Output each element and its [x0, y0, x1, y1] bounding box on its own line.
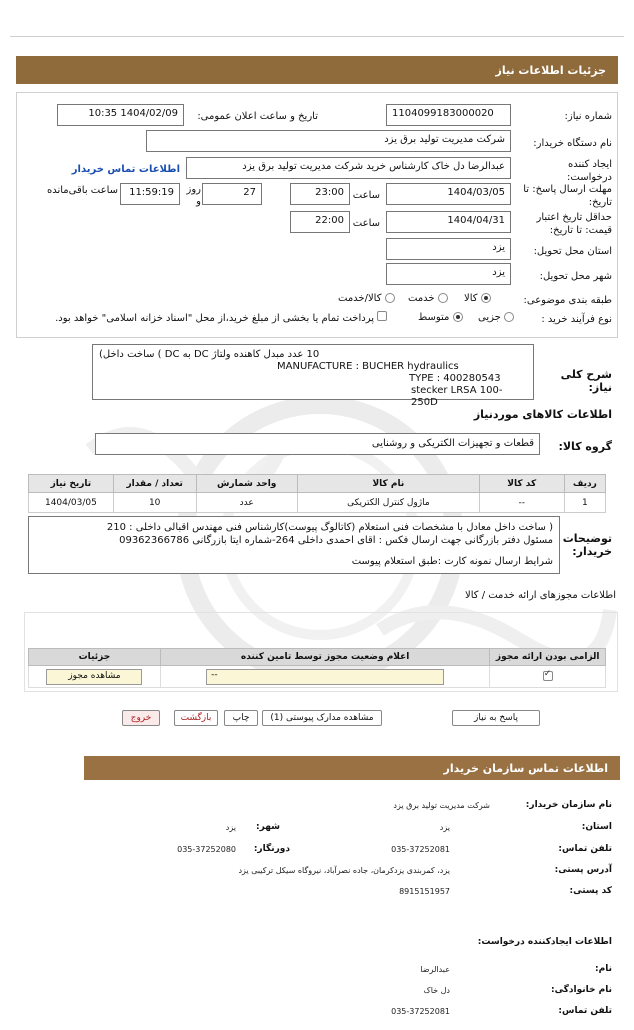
col-row: ردیف — [564, 475, 605, 493]
summary-box — [92, 344, 534, 408]
contact-postal-value: 8915151957 — [399, 887, 450, 896]
buyer-org-field: شرکت مدیریت تولید برق یزد — [146, 130, 511, 152]
cell-details — [29, 666, 161, 688]
cell-qty: 10 — [113, 493, 196, 513]
creator-name-value: عبدالرضا — [420, 965, 450, 974]
creator-family-label: نام خانوادگی: — [550, 985, 612, 995]
remaining-time-field: 11:59:19 — [120, 183, 180, 205]
contact-address-value: یزد، کمربندی یزدکرمان، جاده نصرآباد، نیروگاه سیکل ترکیبی یزد — [238, 866, 450, 875]
city-field: یزد — [386, 263, 511, 285]
creator-phone-label: تلفن تماس: — [558, 1006, 612, 1016]
summary-line-1: 10 عدد مبدل کاهنده ولتاژ DC به DC ) ساخت داخل) — [99, 349, 320, 360]
validity-date-field: 1404/04/31 — [386, 211, 511, 233]
category-option-goods[interactable]: کالا — [464, 293, 491, 304]
creator-info-title: اطلاعات ایجادکننده درخواست: — [477, 937, 612, 947]
process-label: نوع فرآیند خرید : — [541, 314, 612, 325]
process-option-medium[interactable]: متوسط — [418, 312, 463, 323]
radio-icon[interactable] — [504, 312, 514, 322]
days-label: روز و — [186, 184, 201, 207]
table-row — [29, 666, 606, 688]
announce-label: تاریخ و ساعت اعلان عمومی: — [197, 111, 318, 122]
deadline-date-field: 1404/03/05 — [386, 183, 511, 205]
buyer-notes-label: توضیحات خریدار: — [562, 532, 612, 558]
summary-line-3: TYPE : 400280543 — [409, 373, 501, 384]
reply-button[interactable]: پاسخ به نیاز — [452, 710, 540, 726]
top-divider — [10, 36, 624, 37]
category-label: طبقه بندی موضوعی: — [523, 295, 612, 306]
col-date: تاریخ نیاز — [29, 475, 114, 493]
contact-org-label: نام سازمان خریدار: — [525, 800, 612, 810]
contact-postal-label: کد پستی: — [569, 886, 612, 896]
creator-phone-value: 035-37252081 — [391, 1007, 450, 1016]
contact-address-label: آدرس پستی: — [554, 865, 612, 875]
attachments-button[interactable]: مشاهده مدارک پیوستی (1) — [262, 710, 382, 726]
cell-date: 1404/03/05 — [29, 493, 114, 513]
buyer-notes-box — [28, 516, 560, 574]
contact-phone-value: 035-37252081 — [391, 845, 450, 854]
cell-name: ماژول کنترل الکتریکی — [297, 493, 479, 513]
treasury-note: پرداخت تمام یا بخشی از مبلغ خرید،از محل "اسناد خزانه اسلامی" خواهد بود. — [55, 313, 374, 324]
contact-province-value: یزد — [439, 823, 450, 832]
province-field: یزد — [386, 238, 511, 260]
print-button[interactable]: چاپ — [224, 710, 258, 726]
buyer-notes-line-3: شرایط ارسال نمونه کارت :طبق استعلام پیوست — [351, 556, 553, 567]
buyer-org-label: نام دستگاه خریدار: — [533, 138, 612, 149]
contact-section-title: اطلاعات تماس سازمان خریدار — [84, 756, 620, 780]
need-number-field: 1104099183000020 — [386, 104, 511, 126]
goods-group-label: گروه کالا: — [558, 440, 612, 453]
checkbox-icon[interactable] — [377, 311, 387, 321]
licenses-table-header — [29, 649, 606, 666]
table-row — [29, 493, 606, 513]
creator-name-label: نام: — [595, 964, 612, 974]
licenses-table — [28, 648, 606, 688]
cell-code: -- — [479, 493, 564, 513]
radio-icon[interactable] — [385, 293, 395, 303]
need-number-label: شماره نیاز: — [564, 111, 612, 122]
buyer-notes-line-2: مسئول دفتر بازرگانی جهت ارسال فکس : اقای احمدی داخلی 264-شماره ایتا بازرگانی 09362366786 — [119, 535, 553, 546]
city-label: شهر محل تحویل: — [539, 271, 612, 282]
deadline-label: مهلت ارسال پاسخ: تا تاریخ: — [523, 184, 612, 208]
creator-field: عبدالرضا دل خاک کارشناس خرید شرکت مدیریت تولید برق یزد — [186, 157, 511, 179]
summary-line-2: MANUFACTURE : BUCHER hydraulics — [277, 361, 459, 372]
remaining-label: ساعت باقی‌مانده — [46, 185, 118, 196]
deadline-time-label: ساعت — [352, 190, 380, 201]
col-status: اعلام وضعیت مجوز توسط تامین کننده — [160, 649, 490, 666]
back-button[interactable]: بازگشت — [174, 710, 218, 726]
creator-family-value: دل خاک — [423, 986, 450, 995]
buyer-notes-line-1: ( ساخت داخل معادل با مشخصات فنی استعلام (کاتالوگ پیوست)کارشناس فنی مهندس اقبالی داخلی : 210 — [106, 522, 553, 533]
license-status-field[interactable]: -- — [206, 669, 444, 685]
category-option-both[interactable]: کالا/خدمت — [338, 293, 395, 304]
col-code: کد کالا — [479, 475, 564, 493]
goods-table — [28, 474, 606, 513]
goods-section-title: اطلاعات کالاهای موردنیاز — [473, 408, 612, 421]
col-details: جزئیات — [29, 649, 161, 666]
cell-unit: عدد — [196, 493, 297, 513]
validity-time-label: ساعت — [352, 218, 380, 229]
contact-org-value: شرکت مدیریت تولید برق یزد — [393, 801, 490, 810]
cell-required — [490, 666, 606, 688]
validity-time-field: 22:00 — [290, 211, 350, 233]
col-name: نام کالا — [297, 475, 479, 493]
buyer-contact-link[interactable]: اطلاعات تماس خریدار — [71, 164, 180, 175]
cell-status — [160, 666, 490, 688]
summary-line-4: stecker LRSA 100-250D — [411, 385, 503, 408]
contact-phone-label: تلفن تماس: — [558, 844, 612, 854]
category-option-service[interactable]: خدمت — [408, 293, 448, 304]
licenses-title: اطلاعات مجوزهای ارائه خدمت / کالا — [465, 590, 616, 601]
goods-group-field: قطعات و تجهیزات الکتریکی و روشنایی — [95, 433, 540, 455]
exit-button[interactable]: خروج — [122, 710, 160, 726]
deadline-time-field: 23:00 — [290, 183, 350, 205]
col-qty: تعداد / مقدار — [113, 475, 196, 493]
contact-fax-label: دورنگار: — [253, 844, 290, 854]
checkbox-icon — [543, 671, 553, 681]
view-license-button[interactable]: مشاهده مجوز — [46, 669, 142, 685]
treasury-checkbox[interactable] — [377, 311, 387, 322]
contact-city-label: شهر: — [256, 822, 280, 832]
province-label: استان محل تحویل: — [533, 246, 612, 257]
announce-field: 1404/02/09 10:35 — [57, 104, 184, 126]
validity-label: حداقل تاریخ اعتبار قیمت: تا تاریخ: — [536, 212, 612, 236]
creator-label: ایجاد کننده درخواست: — [567, 159, 612, 183]
col-required: الزامی بودن ارائه مجوز — [490, 649, 606, 666]
col-unit: واحد شمارش — [196, 475, 297, 493]
goods-table-header — [29, 475, 606, 493]
process-option-minor[interactable]: جزیی — [478, 312, 514, 323]
days-remaining-field: 27 — [202, 183, 262, 205]
radio-icon[interactable] — [438, 293, 448, 303]
page-title: جزئیات اطلاعات نیاز — [16, 56, 618, 84]
radio-icon[interactable] — [453, 312, 463, 322]
contact-city-value: یزد — [225, 823, 236, 832]
summary-label: شرح کلی نیاز: — [560, 368, 612, 394]
cell-row: 1 — [564, 493, 605, 513]
contact-province-label: استان: — [581, 822, 612, 832]
radio-icon[interactable] — [481, 293, 491, 303]
contact-fax-value: 035-37252080 — [177, 845, 236, 854]
